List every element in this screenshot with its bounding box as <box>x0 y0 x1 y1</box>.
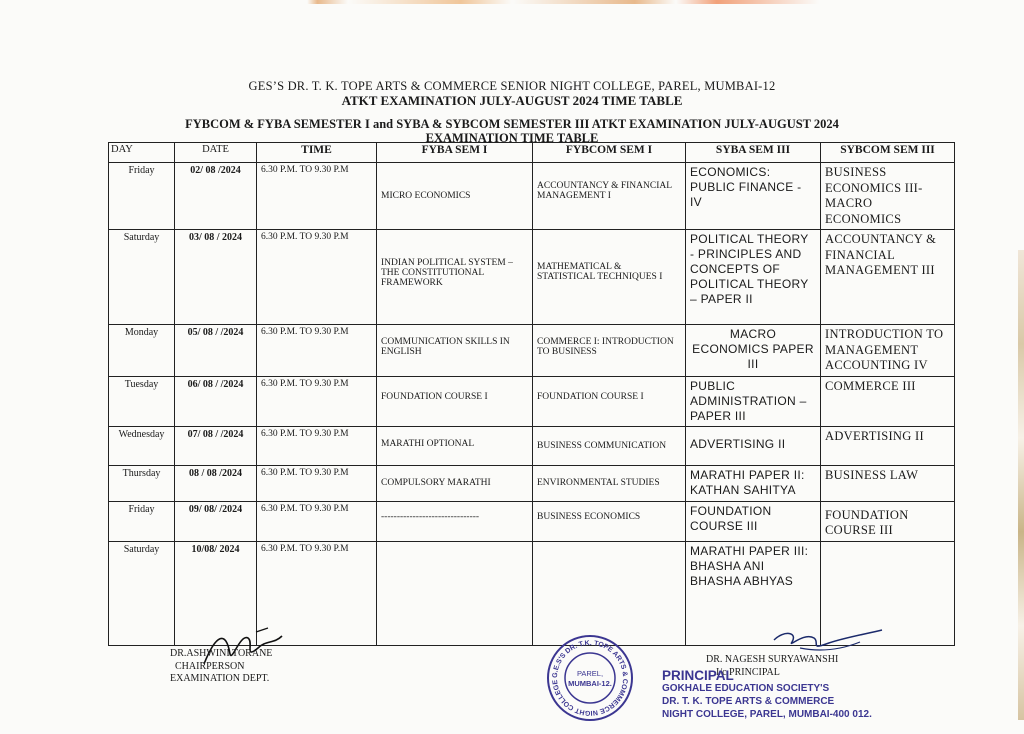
sybcom-cell: BUSINESS ECONOMICS III- MACRO ECONOMICS <box>821 163 955 230</box>
fyba-subject: ------------------------------- <box>381 511 480 522</box>
exam-subtitle: FYBCOM & FYBA SEMESTER I and SYBA & SYBCOM SEMESTER III ATKT EXAMINATION JULY-AUGUST 2024 <box>185 117 839 131</box>
principal-stamp <box>662 666 872 721</box>
date-cell: 03/ 08 / 2024 <box>175 230 257 325</box>
date-cell: 07/ 08 / /2024 <box>175 426 257 465</box>
syba-cell: MARATHI PAPER III: BHASHA ANI BHASHA ABHYAS <box>686 541 821 645</box>
day-cell: Tuesday <box>109 376 175 426</box>
sybcom-subject: FOUNDATION COURSE III <box>825 507 909 537</box>
fybcom-subject: MATHEMATICAL & STATISTICAL TECHNIQUES I <box>537 262 663 282</box>
table-row <box>109 465 955 501</box>
date-cell: 10/08/ 2024 <box>175 541 257 645</box>
fyba-subject: INDIAN POLITICAL SYSTEM – THE CONSTITUTIONAL FRAMEWORK <box>381 258 513 288</box>
chairperson-role: CHAIRPERSON <box>175 660 245 672</box>
stamp-title: PRINCIPAL <box>662 668 734 683</box>
fyba-cell <box>377 325 533 377</box>
fybcom-subject: ACCOUNTANCY & FINANCIAL MANAGEMENT I <box>537 181 672 201</box>
day-cell: Friday <box>109 501 175 541</box>
fybcom-cell <box>533 163 686 230</box>
fybcom-cell <box>533 501 686 541</box>
time-cell: 6.30 P.M. TO 9.30 P.M <box>257 501 377 541</box>
table-row <box>109 325 955 377</box>
sybcom-cell: INTRODUCTION TO MANAGEMENT ACCOUNTING IV <box>821 325 955 377</box>
fybcom-subject: ENVIRONMENTAL STUDIES <box>537 477 660 488</box>
timetable <box>108 142 955 646</box>
col-fybcom: FYBCOM SEM I <box>533 143 686 163</box>
fybcom-subject: FOUNDATION COURSE I <box>537 391 644 402</box>
time-cell: 6.30 P.M. TO 9.30 P.M <box>257 163 377 230</box>
time-cell: 6.30 P.M. TO 9.30 P.M <box>257 426 377 465</box>
seal-center-line1: PAREL, <box>576 669 604 678</box>
timetable-heading: EXAMINATION TIME TABLE <box>425 131 599 145</box>
sybcom-cell: ADVERTISING II <box>821 426 955 465</box>
fybcom-cell <box>533 541 686 645</box>
sybcom-cell: COMMERCE III <box>821 376 955 426</box>
time-cell: 6.30 P.M. TO 9.30 P.M <box>257 376 377 426</box>
syba-cell <box>686 426 821 465</box>
syba-subject: ADVERTISING II <box>690 436 786 451</box>
stamp-line2: DR. T. K. TOPE ARTS & COMMERCE <box>662 696 835 707</box>
scan-top-band <box>0 0 1024 4</box>
fyba-cell <box>377 426 533 465</box>
fybcom-cell <box>533 426 686 465</box>
header-row <box>109 143 955 163</box>
scan-right-edge <box>1018 250 1024 720</box>
fyba-cell <box>377 230 533 325</box>
fybcom-subject: BUSINESS COMMUNICATION <box>537 440 667 451</box>
day-cell: Friday <box>109 163 175 230</box>
day-cell: Saturday <box>109 230 175 325</box>
principal-name: DR. NAGESH SURYAWANSHI <box>706 654 839 665</box>
day-cell: Saturday <box>109 541 175 645</box>
col-sybcom: SYBCOM SEM III <box>821 143 955 163</box>
seal-center-line2: MUMBAI-12. <box>568 679 612 688</box>
date-cell: 05/ 08 / /2024 <box>175 325 257 377</box>
table-row <box>109 426 955 465</box>
syba-cell: POLITICAL THEORY - PRINCIPLES AND CONCEPTS OF POLITICAL THEORY – PAPER II <box>686 230 821 325</box>
fyba-cell <box>377 465 533 501</box>
fyba-subject: MICRO ECONOMICS <box>381 191 471 201</box>
fyba-cell <box>377 501 533 541</box>
syba-cell: PUBLIC ADMINISTRATION – PAPER III <box>686 376 821 426</box>
svg-text:G.E.S'S DR. T.K. TOPE ARTS & C <box>552 640 628 716</box>
stamp-line3: NIGHT COLLEGE, PAREL, MUMBAI-400 012. <box>662 709 872 720</box>
syba-cell: ECONOMICS: PUBLIC FINANCE - IV <box>686 163 821 230</box>
fybcom-subject: BUSINESS ECONOMICS <box>537 511 641 522</box>
table-row <box>109 501 955 541</box>
fyba-subject: FOUNDATION COURSE I <box>381 391 488 402</box>
seal-ring-text: G.E.S'S DR. T.K. TOPE ARTS & COMMERCE NIGHT COLLEGE <box>551 639 629 717</box>
col-date: DATE <box>175 143 257 163</box>
time-cell: 6.30 P.M. TO 9.30 P.M <box>257 325 377 377</box>
day-cell: Thursday <box>109 465 175 501</box>
col-fyba: FYBA SEM I <box>377 143 533 163</box>
fyba-subject: COMPULSORY MARATHI <box>381 477 491 488</box>
principal-signature <box>770 626 886 656</box>
date-cell: 08 / 08 /2024 <box>175 465 257 501</box>
date-cell: 09/ 08/ /2024 <box>175 501 257 541</box>
fyba-cell <box>377 163 533 230</box>
syba-cell: MACRO ECONOMICS PAPER III <box>686 325 821 377</box>
sybcom-cell <box>821 501 955 541</box>
fyba-subject: COMMUNICATION SKILLS IN ENGLISH <box>381 337 510 357</box>
fyba-subject: MARATHI OPTIONAL <box>381 438 475 449</box>
time-cell: 6.30 P.M. TO 9.30 P.M <box>257 230 377 325</box>
exam-dept: EXAMINATION DEPT. <box>170 673 270 684</box>
fyba-cell <box>377 541 533 645</box>
time-cell: 6.30 P.M. TO 9.30 P.M <box>257 465 377 501</box>
col-day: DAY <box>109 143 175 163</box>
principal-role: I/c PRINCIPAL <box>716 666 780 678</box>
stamp-line1: GOKHALE EDUCATION SOCIETY'S <box>662 683 830 694</box>
table-row <box>109 376 955 426</box>
college-seal <box>546 634 634 722</box>
date-cell: 02/ 08 /2024 <box>175 163 257 230</box>
table-row <box>109 163 955 230</box>
fybcom-cell <box>533 376 686 426</box>
fybcom-cell <box>533 230 686 325</box>
fybcom-cell <box>533 325 686 377</box>
time-cell: 6.30 P.M. TO 9.30 P.M <box>257 541 377 645</box>
date-cell: 06/ 08 / /2024 <box>175 376 257 426</box>
fybcom-cell <box>533 465 686 501</box>
chairperson-name: DR.ASHWINI TORANE <box>170 648 273 659</box>
college-name: GES’S DR. T. K. TOPE ARTS & COMMERCE SENIOR NIGHT COLLEGE, PAREL, MUMBAI-12 <box>248 79 776 93</box>
sybcom-cell: ACCOUNTANCY & FINANCIAL MANAGEMENT III <box>821 230 955 325</box>
syba-cell: FOUNDATION COURSE III <box>686 501 821 541</box>
chairperson-block <box>170 648 272 686</box>
syba-cell: MARATHI PAPER II: KATHAN SAHITYA <box>686 465 821 501</box>
fyba-cell <box>377 376 533 426</box>
col-time: TIME <box>257 143 377 163</box>
col-syba: SYBA SEM III <box>686 143 821 163</box>
table-row <box>109 230 955 325</box>
day-cell: Wednesday <box>109 426 175 465</box>
day-cell: Monday <box>109 325 175 377</box>
exam-title: ATKT EXAMINATION JULY-AUGUST 2024 TIME TABLE <box>341 93 683 108</box>
fybcom-subject: COMMERCE I: INTRODUCTION TO BUSINESS <box>537 337 674 357</box>
sybcom-cell: BUSINESS LAW <box>821 465 955 501</box>
